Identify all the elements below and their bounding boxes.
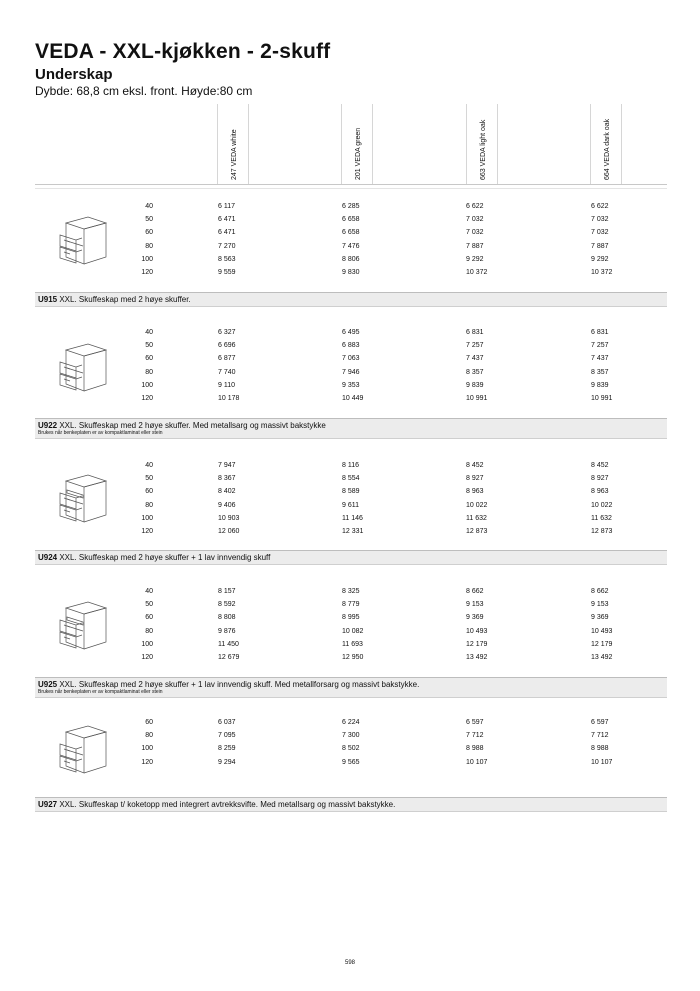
price-cell: 12 179 <box>591 640 613 648</box>
price-cell: 7 063 <box>342 355 360 363</box>
width-cell: 60 <box>145 614 153 622</box>
table-row <box>35 759 667 772</box>
price-cell: 8 988 <box>591 745 609 753</box>
table-row <box>35 488 667 501</box>
table-row <box>35 269 667 282</box>
price-cell: 9 559 <box>218 269 236 276</box>
width-cell: 80 <box>145 368 153 376</box>
page-number: 598 <box>344 960 355 966</box>
width-cell: 120 <box>141 269 153 276</box>
product-description-text: XXL. Skuffeskap med 2 høye skuffer + 1 lav innvendig skuff. Med metallforsarg og massivt bakstykke. <box>57 680 420 689</box>
price-cell: 10 022 <box>591 501 613 509</box>
price-cell: 9 153 <box>466 601 484 609</box>
price-cell: 6 037 <box>218 719 236 726</box>
price-cell: 7 032 <box>591 229 609 237</box>
price-cell: 7 095 <box>218 732 236 740</box>
price-cell: 12 873 <box>466 528 488 535</box>
price-cell: 12 179 <box>466 640 488 648</box>
price-cell: 8 806 <box>342 255 360 263</box>
price-cell: 6 597 <box>466 719 484 726</box>
price-cell: 7 887 <box>466 242 484 250</box>
price-cell: 11 632 <box>591 514 612 522</box>
price-cell: 7 887 <box>591 242 609 250</box>
price-cell: 8 502 <box>342 745 360 753</box>
price-cell: 9 839 <box>591 381 609 389</box>
price-cell: 9 294 <box>218 758 236 766</box>
price-cell: 8 563 <box>218 255 236 263</box>
product-caption <box>35 797 667 812</box>
product-description-text: XXL. Skuffeskap med 2 høye skuffer + 1 lav innvendig skuff <box>57 553 271 562</box>
price-cell: 6 117 <box>218 203 235 210</box>
table-row <box>35 628 667 641</box>
width-cell: 80 <box>145 627 153 635</box>
width-cell: 120 <box>141 654 153 661</box>
price-cell: 9 353 <box>342 381 360 389</box>
product-description <box>35 798 667 811</box>
table-row <box>35 732 667 745</box>
price-cell: 10 082 <box>342 627 364 635</box>
price-cell: 10 991 <box>466 395 488 402</box>
price-cell: 9 292 <box>466 255 484 263</box>
width-cell: 60 <box>145 719 153 726</box>
width-cell: 80 <box>145 242 153 250</box>
table-row <box>35 601 667 614</box>
price-cell: 9 369 <box>466 614 484 622</box>
price-cell: 10 449 <box>342 395 364 402</box>
table-row <box>35 745 667 758</box>
price-cell: 6 327 <box>218 329 236 336</box>
price-cell: 6 696 <box>218 342 236 350</box>
price-cell: 10 903 <box>218 514 240 522</box>
price-cell: 9 839 <box>466 381 484 389</box>
width-cell: 40 <box>145 203 153 210</box>
table-row <box>35 329 667 342</box>
price-cell: 13 492 <box>591 654 613 661</box>
price-cell: 12 060 <box>218 528 240 535</box>
table-row <box>35 229 667 242</box>
price-cell: 11 632 <box>466 514 487 522</box>
price-cell: 10 107 <box>466 758 488 766</box>
page-subtitle: Underskap <box>35 66 113 83</box>
price-cell: 9 369 <box>591 614 609 622</box>
table-row <box>35 588 667 601</box>
width-cell: 120 <box>141 395 153 402</box>
price-cell: 8 808 <box>218 614 236 622</box>
width-cell: 40 <box>145 329 153 336</box>
price-cell: 9 565 <box>342 758 360 766</box>
width-cell: 60 <box>145 355 153 363</box>
product-caption <box>35 418 667 439</box>
width-cell: 100 <box>141 255 153 263</box>
product-code: U924 <box>38 553 58 562</box>
table-row <box>35 654 667 667</box>
price-cell: 6 622 <box>591 203 609 210</box>
price-cell: 6 658 <box>342 229 360 237</box>
product-note: Brukes når benkeplaten er av kompaktlaminat eller stein <box>38 430 163 436</box>
table-row <box>35 382 667 395</box>
price-cell: 6 831 <box>591 329 609 336</box>
price-cell: 7 270 <box>218 242 236 250</box>
table-row <box>35 515 667 528</box>
price-cell: 6 224 <box>342 719 360 726</box>
width-cell: 100 <box>141 514 153 522</box>
table-row <box>35 256 667 269</box>
price-cell: 8 116 <box>342 462 359 469</box>
table-row <box>35 719 667 732</box>
price-cell: 8 259 <box>218 745 236 753</box>
price-cell: 9 611 <box>342 501 359 509</box>
width-cell: 100 <box>141 640 153 648</box>
product-description <box>35 678 667 689</box>
price-cell: 10 493 <box>591 627 613 635</box>
price-cell: 8 779 <box>342 601 360 609</box>
price-cell: 6 495 <box>342 329 360 336</box>
price-cell: 8 325 <box>342 588 360 595</box>
dimensions-text: Dybde: 68,8 cm eksl. front. Høyde:80 cm <box>35 84 253 98</box>
product-description-text: XXL. Skuffeskap t/ koketopp med integrert avtrekksvifte. Med metallsarg og massivt bakstykke. <box>57 800 396 809</box>
price-cell: 7 946 <box>342 368 360 376</box>
price-cell: 7 032 <box>591 216 609 224</box>
width-cell: 60 <box>145 488 153 496</box>
width-cell: 50 <box>145 475 153 483</box>
width-cell: 80 <box>145 501 153 509</box>
price-cell: 11 693 <box>342 640 363 648</box>
price-cell: 7 257 <box>591 342 609 350</box>
table-row <box>35 203 667 216</box>
price-cell: 7 300 <box>342 732 360 740</box>
price-cell: 7 032 <box>466 229 484 237</box>
table-row <box>35 216 667 229</box>
price-cell: 8 357 <box>466 368 484 376</box>
price-cell: 8 963 <box>466 488 484 496</box>
price-cell: 9 830 <box>342 269 360 276</box>
price-cell: 7 476 <box>342 242 360 250</box>
table-row <box>35 528 667 541</box>
price-cell: 12 679 <box>218 654 240 661</box>
product-caption <box>35 550 667 565</box>
price-cell: 9 876 <box>218 627 236 635</box>
price-cell: 7 437 <box>591 355 609 363</box>
price-cell: 7 257 <box>466 342 484 350</box>
width-cell: 50 <box>145 342 153 350</box>
price-cell: 7 947 <box>218 462 236 469</box>
product-code: U915 <box>38 295 58 304</box>
price-cell: 12 331 <box>342 528 364 535</box>
column-header-1: 247 VEDA white <box>217 104 249 184</box>
price-cell: 10 372 <box>591 269 613 276</box>
table-row <box>35 614 667 627</box>
price-cell: 9 292 <box>591 255 609 263</box>
price-cell: 11 450 <box>218 640 239 648</box>
price-cell: 8 927 <box>466 475 484 483</box>
price-cell: 6 831 <box>466 329 484 336</box>
price-cell: 9 406 <box>218 501 236 509</box>
price-cell: 6 622 <box>466 203 484 210</box>
column-header-3: 663 VEDA light oak <box>466 104 498 184</box>
width-cell: 120 <box>141 758 153 766</box>
table-row <box>35 475 667 488</box>
price-cell: 8 927 <box>591 475 609 483</box>
price-cell: 6 285 <box>342 203 360 210</box>
table-row <box>35 395 667 408</box>
price-cell: 8 592 <box>218 601 236 609</box>
price-cell: 10 372 <box>466 269 488 276</box>
product-caption <box>35 292 667 307</box>
width-cell: 120 <box>141 528 153 535</box>
price-cell: 10 178 <box>218 395 240 402</box>
price-cell: 8 357 <box>591 368 609 376</box>
price-cell: 10 022 <box>466 501 488 509</box>
price-cell: 13 492 <box>466 654 488 661</box>
width-cell: 50 <box>145 601 153 609</box>
product-code: U927 <box>38 800 58 809</box>
price-cell: 7 032 <box>466 216 484 224</box>
product-description <box>35 551 667 564</box>
price-cell: 7 437 <box>466 355 484 363</box>
page-title: VEDA - XXL-kjøkken - 2-skuff <box>35 40 331 63</box>
price-cell: 12 950 <box>342 654 364 661</box>
price-cell: 8 963 <box>591 488 609 496</box>
width-cell: 40 <box>145 588 153 595</box>
width-cell: 100 <box>141 745 153 753</box>
price-cell: 6 471 <box>218 229 236 237</box>
table-row <box>35 342 667 355</box>
price-cell: 6 658 <box>342 216 360 224</box>
table-row <box>35 641 667 654</box>
product-description-text: XXL. Skuffeskap med 2 høye skuffer. <box>57 295 191 304</box>
header-divider-secondary <box>35 188 667 189</box>
price-cell: 11 146 <box>342 514 363 522</box>
price-cell: 8 452 <box>591 462 609 469</box>
price-cell: 7 712 <box>466 732 484 740</box>
price-cell: 8 367 <box>218 475 236 483</box>
price-cell: 6 883 <box>342 342 360 350</box>
product-caption <box>35 677 667 698</box>
price-cell: 9 110 <box>218 381 235 389</box>
price-cell: 6 597 <box>591 719 609 726</box>
product-description-text: XXL. Skuffeskap med 2 høye skuffer. Med metallsarg og massivt bakstykke <box>57 421 326 430</box>
price-cell: 8 662 <box>591 588 609 595</box>
price-cell: 8 662 <box>466 588 484 595</box>
price-cell: 9 153 <box>591 601 609 609</box>
price-cell: 7 712 <box>591 732 609 740</box>
price-cell: 6 471 <box>218 216 236 224</box>
table-row <box>35 369 667 382</box>
product-code: U922 <box>38 421 58 430</box>
price-cell: 12 873 <box>591 528 613 535</box>
price-cell: 8 157 <box>218 588 236 595</box>
price-cell: 10 493 <box>466 627 488 635</box>
price-cell: 8 452 <box>466 462 484 469</box>
width-cell: 60 <box>145 229 153 237</box>
price-cell: 8 988 <box>466 745 484 753</box>
price-cell: 8 589 <box>342 488 360 496</box>
column-header-2: 201 VEDA green <box>341 104 373 184</box>
product-description <box>35 293 667 306</box>
header-divider <box>35 184 667 185</box>
price-cell: 6 877 <box>218 355 236 363</box>
price-cell: 8 554 <box>342 475 360 483</box>
width-cell: 40 <box>145 462 153 469</box>
table-row <box>35 462 667 475</box>
product-description <box>35 419 667 430</box>
table-row <box>35 243 667 256</box>
product-code: U925 <box>38 680 58 689</box>
price-cell: 10 107 <box>591 758 613 766</box>
price-cell: 10 991 <box>591 395 613 402</box>
column-header-4: 664 VEDA dark oak <box>590 104 622 184</box>
width-cell: 80 <box>145 732 153 740</box>
width-cell: 100 <box>141 381 153 389</box>
product-note: Brukes når benkeplaten er av kompaktlaminat eller stein <box>38 689 163 695</box>
price-cell: 8 995 <box>342 614 360 622</box>
table-row <box>35 502 667 515</box>
price-cell: 8 402 <box>218 488 236 496</box>
table-row <box>35 355 667 368</box>
price-cell: 7 740 <box>218 368 236 376</box>
width-cell: 50 <box>145 216 153 224</box>
